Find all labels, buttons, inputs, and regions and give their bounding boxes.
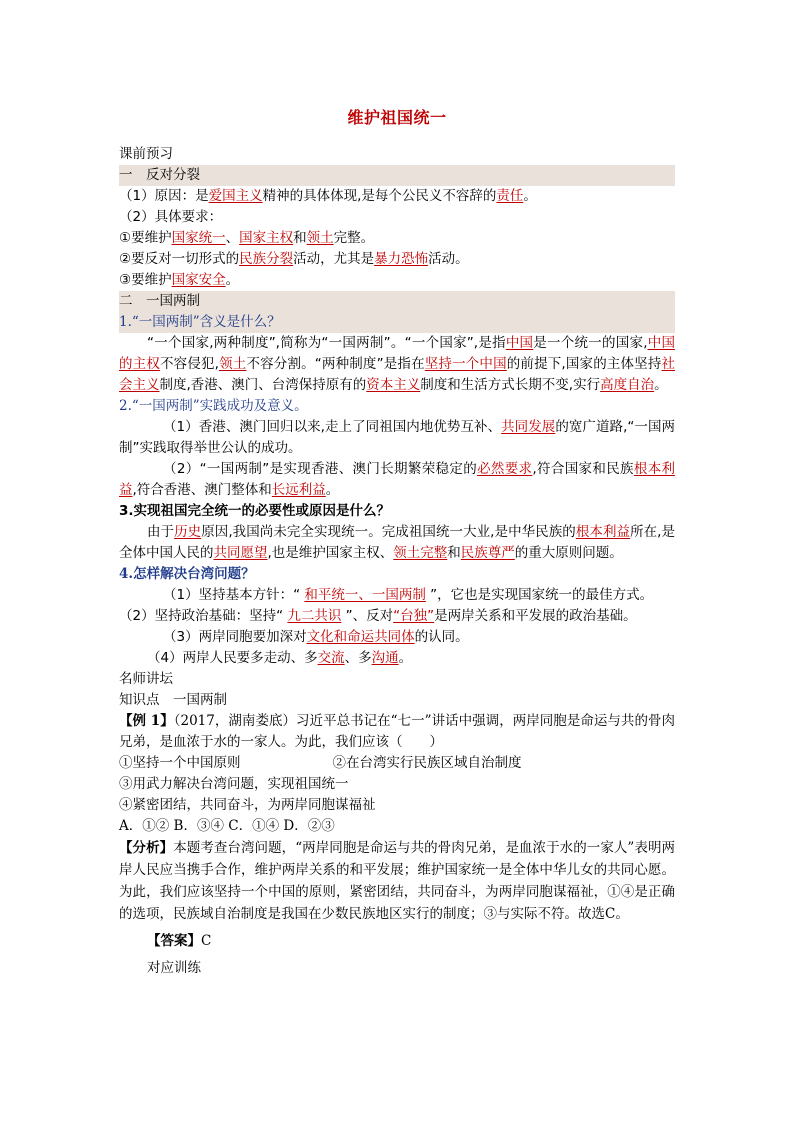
- reason-line: （1）原因：是爱国主义精神的具体体现,是每个公民义不容辞的责任。: [119, 188, 537, 204]
- option-row: [119, 753, 675, 774]
- blank-answer: 高度自治: [600, 377, 655, 393]
- blank-answer: 领土: [306, 230, 334, 246]
- blank-answer: 民族尊严: [460, 545, 515, 561]
- requirement-item: ③要维护国家安全。: [119, 272, 240, 288]
- practice-heading: 对应训练: [147, 960, 201, 976]
- option-4: ④紧密团结，共同奋斗，为两岸同胞谋福祉: [119, 797, 376, 813]
- blank-answer: 交流: [317, 650, 345, 666]
- answer-paragraph-1: “一个国家,两种制度”,简称为“一国两制”。“一个国家”,是指中国是一个统一的国家,中国的主权不容侵犯,领土不容分割。“两种制度”是指在坚持一个中国的前提下,国家的主体坚持社会主义制度,香港、澳门、台湾保持原有的资本主义制度和生活方式长期不变,实行高度自治。: [119, 335, 676, 393]
- blank-answer: 九二共识: [287, 608, 342, 624]
- answer-4-2: （2）坚持政治基础：坚持“ 九二共识 ”、反对“台独”是两岸关系和平发展的政治基础。: [119, 608, 637, 624]
- option-2: ②在台湾实行民族区域自治制度: [332, 755, 522, 771]
- blank-answer: 责任: [496, 188, 524, 204]
- answer-4-3: （3）两岸同胞要加深对文化和命运共同体的认同。: [163, 629, 469, 645]
- analysis-label: 【分析】: [119, 840, 174, 856]
- blank-answer: 爱国主义: [208, 188, 263, 204]
- blank-answer: 必然要求: [477, 461, 533, 477]
- analysis-text: 本题考查台湾问题，“两岸同胞是命运与共的骨肉兄弟，是血浓于水的一家人”表明两岸人民应当携手合作，维护两岸关系的和平发展；维护国家统一是全体中华儿女的共同心愿。为此，我们应该坚持一个中国的原则，紧密团结，共同奋斗，为两岸同胞谋福祉，①④是正确的选项，民族域自治制度是我国在少数民族地区实行的制度；③与实际不符。故选C。: [119, 840, 675, 922]
- teacher-section-heading: 名师讲坛: [119, 671, 173, 687]
- blank-answer: 共同愿望: [213, 545, 268, 561]
- blank-answer: 根本利益: [575, 524, 631, 540]
- blank-answer: 历史: [174, 524, 202, 540]
- answer-choices: A．①② B．③④ C．①④ D．②③: [119, 818, 335, 834]
- answer-paragraph-3: 由于历史原因,我国尚未完全实现统一。完成祖国统一大业,是中华民族的根本利益所在,是全体中国人民的共同愿望,也是维护国家主权、领土完整和民族尊严的重大原则问题。: [119, 524, 676, 561]
- blank-answer: 坚持一个中国: [424, 356, 507, 372]
- section-one-heading: [119, 165, 675, 186]
- document-title: 维护祖国统一: [347, 108, 447, 127]
- knowledge-point: 知识点 一国两制: [119, 692, 227, 708]
- requirements-line: （2）具体要求：: [119, 209, 223, 225]
- blank-answer: 和平统一、一国两制: [304, 587, 426, 603]
- blank-answer: 暴力恐怖: [374, 251, 429, 267]
- blank-answer: 共同发展: [501, 419, 556, 435]
- example-label: 【例 1】: [119, 713, 174, 729]
- requirement-item: ①要维护国家统一、国家主权和领土完整。: [119, 230, 375, 246]
- blank-answer: 根本利益: [119, 461, 676, 498]
- blank-answer: 中国的主权: [119, 335, 675, 372]
- blank-answer: 民族分裂: [239, 251, 294, 267]
- answer-4-4: （4）两岸人民要多走动、多交流、多沟通。: [147, 650, 413, 666]
- answer-label: 【答案】: [147, 933, 201, 949]
- blank-answer: 文化和命运共同体: [306, 629, 415, 645]
- question-3: 3.实现祖国完全统一的必要性或原因是什么？: [119, 503, 391, 519]
- answer-4-1: （1）坚持基本方针：“ 和平统一、一国两制 ”，它也是实现国家统一的最佳方式。: [163, 587, 654, 603]
- blank-answer: 国家统一: [171, 230, 226, 246]
- section-one-title: 反对分裂: [146, 167, 200, 183]
- answer-paragraph-2a: （1）香港、澳门回归以来,走上了同祖国内地优势互补、共同发展的宽广道路,“一国两制”实践取得举世公认的成功。: [119, 419, 675, 456]
- example-question: [119, 711, 675, 753]
- blank-answer: 资本主义: [366, 377, 421, 393]
- question-2: 2.“一国两制”实践成功及意义。: [119, 398, 308, 414]
- blank-answer: 长远利益: [271, 482, 326, 498]
- option-1: ①坚持一个中国原则: [119, 755, 241, 771]
- section-two-heading: [119, 291, 675, 312]
- blank-answer: 沟通: [371, 650, 399, 666]
- example-text: （2017，湖南娄底）习近平总书记在“七一”讲话中强调，两岸同胞是命运与共的骨肉兄弟，是血浓于水的一家人。为此，我们应该（ ）: [119, 713, 675, 750]
- blank-answer: 领土完整: [393, 545, 448, 561]
- answer-paragraph-2b: （2）“一国两制”是实现香港、澳门长期繁荣稳定的必然要求,符合国家和民族根本利益,符合香港、澳门整体和长远利益。: [119, 461, 676, 498]
- blank-answer: 社会主义: [119, 356, 676, 393]
- blank-answer: 国家安全: [171, 272, 226, 288]
- blank-answer: “台独”: [393, 608, 435, 624]
- section-two-title: 一国两制: [146, 293, 200, 309]
- blank-answer: 中国: [505, 335, 534, 351]
- section-preview-heading: 课前预习: [119, 146, 173, 162]
- option-3: ③用武力解决台湾问题，实现祖国统一: [119, 776, 349, 792]
- blank-answer: 国家主权: [239, 230, 294, 246]
- analysis-paragraph: [119, 837, 675, 925]
- answer-value: C: [201, 933, 212, 949]
- answer-line: [119, 931, 675, 952]
- question-1: 1.“一国两制”含义是什么？: [119, 312, 675, 333]
- blank-answer: 领土: [218, 356, 247, 372]
- document-page: [119, 100, 675, 979]
- question-4: 4.怎样解决台湾问题？: [119, 566, 255, 582]
- section-one-number: 一: [119, 167, 133, 183]
- requirement-item: ②要反对一切形式的民族分裂活动，尤其是暴力恐怖活动。: [119, 251, 469, 267]
- section-two-number: 二: [119, 293, 133, 309]
